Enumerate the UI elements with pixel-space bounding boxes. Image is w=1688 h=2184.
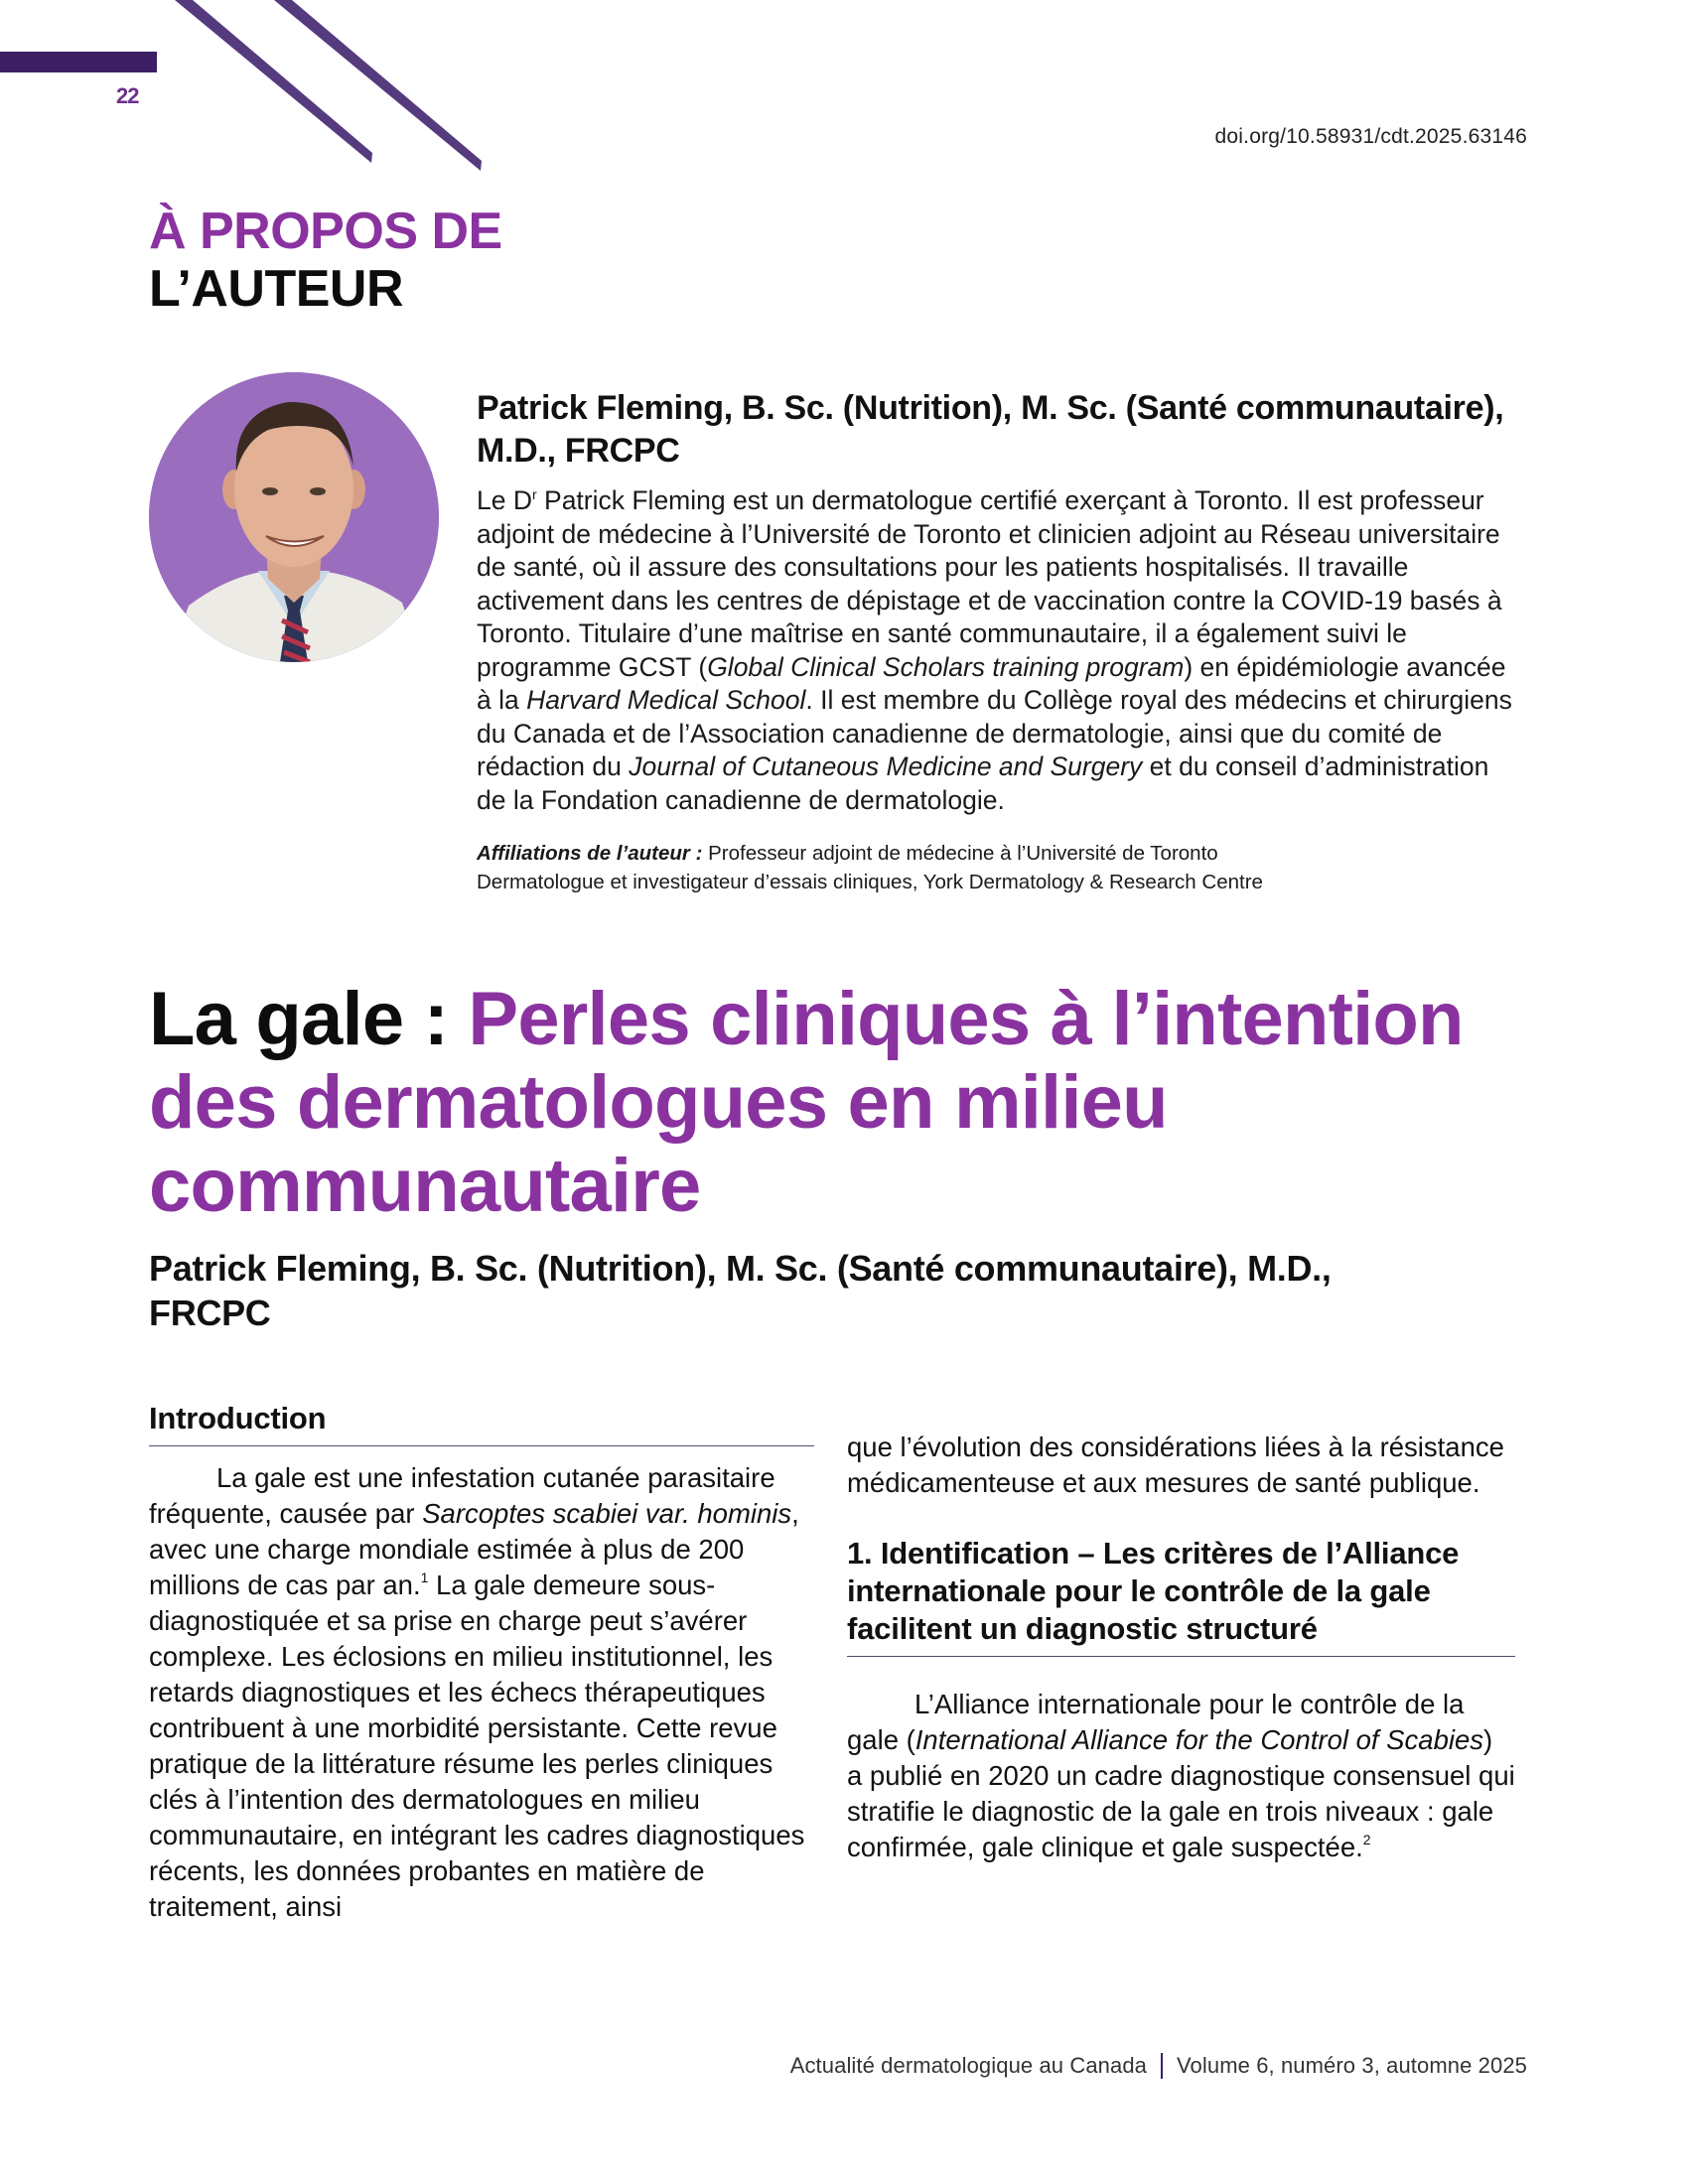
intro-text-segment: La gale demeure sous-diagnostiquée et sa prise en charge peut s’avérer complexe. Les éclosions en milieu institutionnel, les retards diagnostiques et les échecs thérapeutiques contribuent à une morbidité persistante. Cette revue pratique de la littérature résume les perles cliniques clés à l’intention des dermatologues en milieu communautaire, en intégrant les cadres diagnostiques récents, les données probantes en matière de traitement, ainsi xyxy=(149,1570,805,1922)
intro-continued-text: que l’évolution des considérations liées à la résistance médicamenteuse et aux mesures de santé publique. xyxy=(847,1432,1504,1498)
section1-italic-alliance: International Alliance for the Control of Scabies xyxy=(914,1724,1484,1755)
bio-superscript: r xyxy=(531,486,537,502)
bio-italic-journal: Journal of Cutaneous Medicine and Surgery xyxy=(629,751,1143,781)
decorative-stripes xyxy=(0,0,1092,199)
stripe-2 xyxy=(274,0,482,171)
author-bio-text xyxy=(477,484,1514,817)
article-byline: Patrick Fleming, B. Sc. (Nutrition), M. Sc. (Santé communautaire), M.D., FRCPC xyxy=(149,1248,1332,1333)
section1-heading: 1. Identification – Les critères de l’Alliance internationale pour le contrôle de la gale facilitent un diagnostic structuré xyxy=(847,1536,1460,1646)
column-left xyxy=(149,1400,814,1925)
affiliations-label: Affiliations de l’auteur : xyxy=(477,842,703,865)
bio-text-segment: Le D xyxy=(477,485,532,515)
section-divider xyxy=(847,1656,1515,1657)
column-right xyxy=(847,1430,1515,1865)
footer-journal: Actualité dermatologique au Canada xyxy=(789,2053,1147,2078)
stripe-1 xyxy=(175,0,372,163)
footer-issue: Volume 6, numéro 3, automne 2025 xyxy=(1177,2053,1527,2078)
affiliation-2: Dermatologue et investigateur d’essais cliniques, York Dermatology & Research Centre xyxy=(477,871,1263,893)
intro-paragraph xyxy=(149,1460,814,1925)
about-author-heading xyxy=(149,203,502,318)
author-portrait-illustration xyxy=(149,372,439,662)
bio-text-segment: et du conseil d’administration de la Fondation canadienne de dermatologie. xyxy=(477,751,1489,815)
affiliation-1: Professeur adjoint de médecine à l’Université de Toronto xyxy=(702,842,1218,865)
bio-text-segment: ) en épidémiologie avancée à la xyxy=(477,651,1506,715)
intro-continued xyxy=(847,1430,1515,1501)
intro-text-segment: La gale est une infestation cutanée parasitaire fréquente, causée par xyxy=(149,1462,775,1529)
author-name: Patrick Fleming, B. Sc. (Nutrition), M. Sc. (Santé communautaire), M.D., FRCPC xyxy=(477,389,1504,470)
section-divider xyxy=(149,1445,814,1446)
citation-1[interactable]: 1 xyxy=(420,1570,429,1585)
bio-italic-school: Harvard Medical School xyxy=(526,685,806,715)
author-photo xyxy=(149,372,439,662)
author-bio xyxy=(477,387,1514,896)
top-accent-bar xyxy=(0,52,157,72)
page-number: 22 xyxy=(116,83,139,108)
about-title-line1: À PROPOS DE xyxy=(149,203,502,260)
article-title-main: Perles cliniques à l’intention des dermatologues en milieu communautaire xyxy=(149,977,1464,1228)
about-title-line2: L’AUTEUR xyxy=(149,260,403,318)
intro-italic-species: Sarcoptes scabiei var. hominis xyxy=(422,1498,792,1529)
author-affiliations xyxy=(477,839,1514,896)
bio-italic-program: Global Clinical Scholars training program xyxy=(707,651,1185,682)
section1-text-segment: ) a publié en 2020 un cadre diagnostique consensuel qui stratifie le diagnostic de la gale en trois niveaux : gale confirmée, gale clinique et gale suspectée. xyxy=(847,1724,1515,1862)
section1-paragraph xyxy=(847,1687,1515,1865)
footer-separator xyxy=(1161,2053,1163,2079)
section1-text-segment: L’Alliance internationale pour le contrôle de la gale ( xyxy=(847,1689,1465,1755)
page-footer xyxy=(790,2053,1527,2079)
doi-link[interactable]: doi.org/10.58931/cdt.2025.63146 xyxy=(1214,125,1527,148)
article-title-lead: La gale : xyxy=(149,977,469,1061)
citation-2[interactable]: 2 xyxy=(1362,1832,1371,1847)
bio-text-segment: . Il est membre du Collège royal des médecins et chirurgiens du Canada et de l’Association canadienne de dermatologie, ainsi que du comité de rédaction du xyxy=(477,685,1512,781)
article-title xyxy=(149,978,1539,1228)
intro-text-segment: , avec une charge mondiale estimée à plus de 200 millions de cas par an. xyxy=(149,1498,799,1600)
intro-heading: Introduction xyxy=(149,1401,327,1435)
bio-text-segment: Patrick Fleming est un dermatologue certifié exerçant à Toronto. Il est professeur adjoint de médecine à l’Université de Toronto et clinicien adjoint au Réseau universitaire de santé, où il assure des consultations pour les patients hospitalisés. Il travaille activement dans les centres de dépistage et de vaccination contre la COVID-19 basés à Toronto. Titulaire d’une maîtrise en santé communautaire, il a également suivi le programme GCST ( xyxy=(477,485,1502,682)
